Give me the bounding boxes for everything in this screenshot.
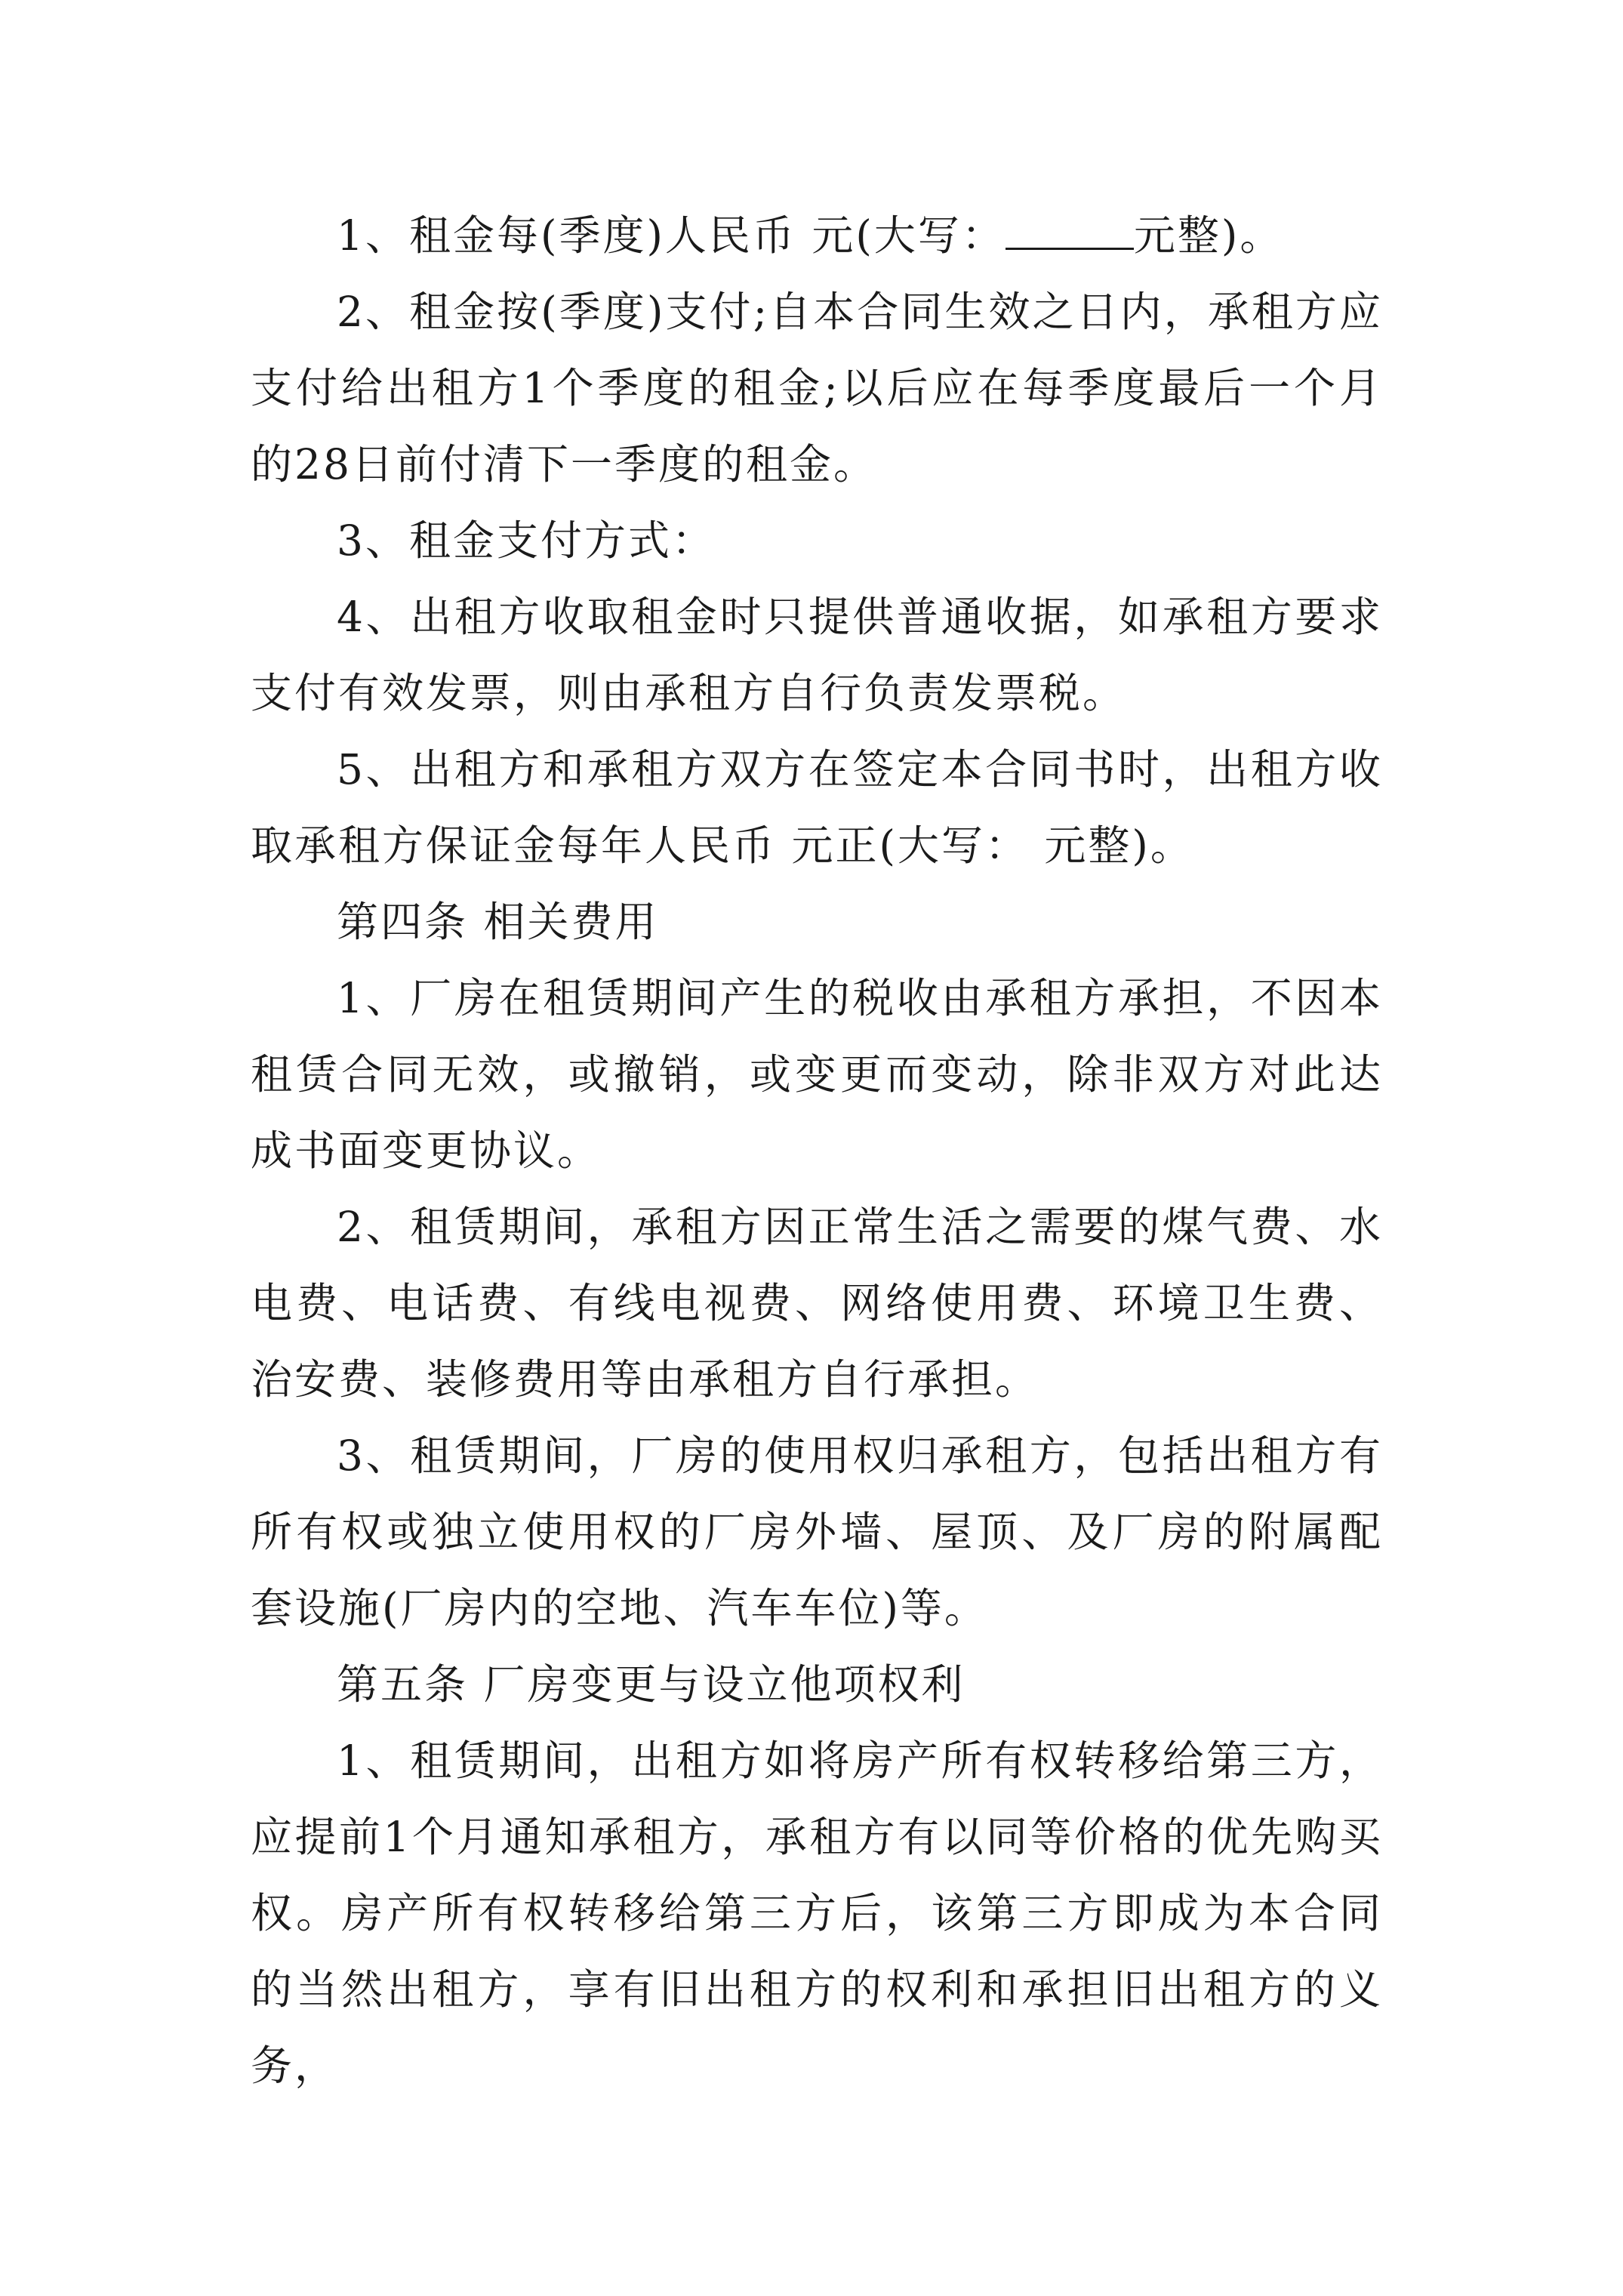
paragraph-receipt: 4、出租方收取租金时只提供普通收据，如承租方要求支付有效发票，则由承租方自行负责发票税。 [251,593,1383,717]
paragraph-utility-fees: 2、租赁期间，承租方因正常生活之需要的煤气费、水电费、电话费、有线电视费、网络使用费、环境卫生费、治安费、装修费用等由承租方自行承担。 [251,1203,1383,1404]
section-heading-article-4: 第四条 相关费用 [337,898,659,946]
paragraph-rent-amount [251,198,1383,274]
paragraph-usage-rights: 3、租赁期间，厂房的使用权归承租方，包括出租方有所有权或独立使用权的厂房外墙、屋顶、及厂房的附属配套设施(厂房内的空地、汽车车位)等。 [251,1432,1383,1632]
rent-amount-text: 1、租金每(季度)人民币 元(大写： [337,211,1006,260]
paragraph-ownership-transfer: 1、租赁期间，出租方如将房产所有权转移给第三方，应提前1个月通知承租方，承租方有以同等价格的优先购买权。房产所有权转移给第三方后，该第三方即成为本合同的当然出租方，享有旧出租方的权利和承担旧出租方的义务， [251,1737,1383,2090]
fill-in-blank [1006,211,1134,251]
paragraph-payment-schedule: 2、租金按(季度)支付;自本合同生效之日内，承租方应支付给出租方1个季度的租金;以后应在每季度最后一个月的28日前付清下一季度的租金。 [251,288,1383,488]
document-body [251,198,1383,2104]
paragraph-deposit: 5、出租方和承租方双方在签定本合同书时，出租方收取承租方保证金每年人民币 元正(大写： 元整)。 [251,745,1383,870]
paragraph-payment-method: 3、租金支付方式： [337,516,716,565]
section-heading-article-5: 第五条 厂房变更与设立他项权利 [337,1660,965,1709]
paragraph-taxes: 1、厂房在租赁期间产生的税收由承租方承担，不因本租赁合同无效，或撤销，或变更而变动，除非双方对此达成书面变更协议。 [251,974,1383,1175]
rent-amount-suffix: 元整)。 [1133,211,1284,260]
